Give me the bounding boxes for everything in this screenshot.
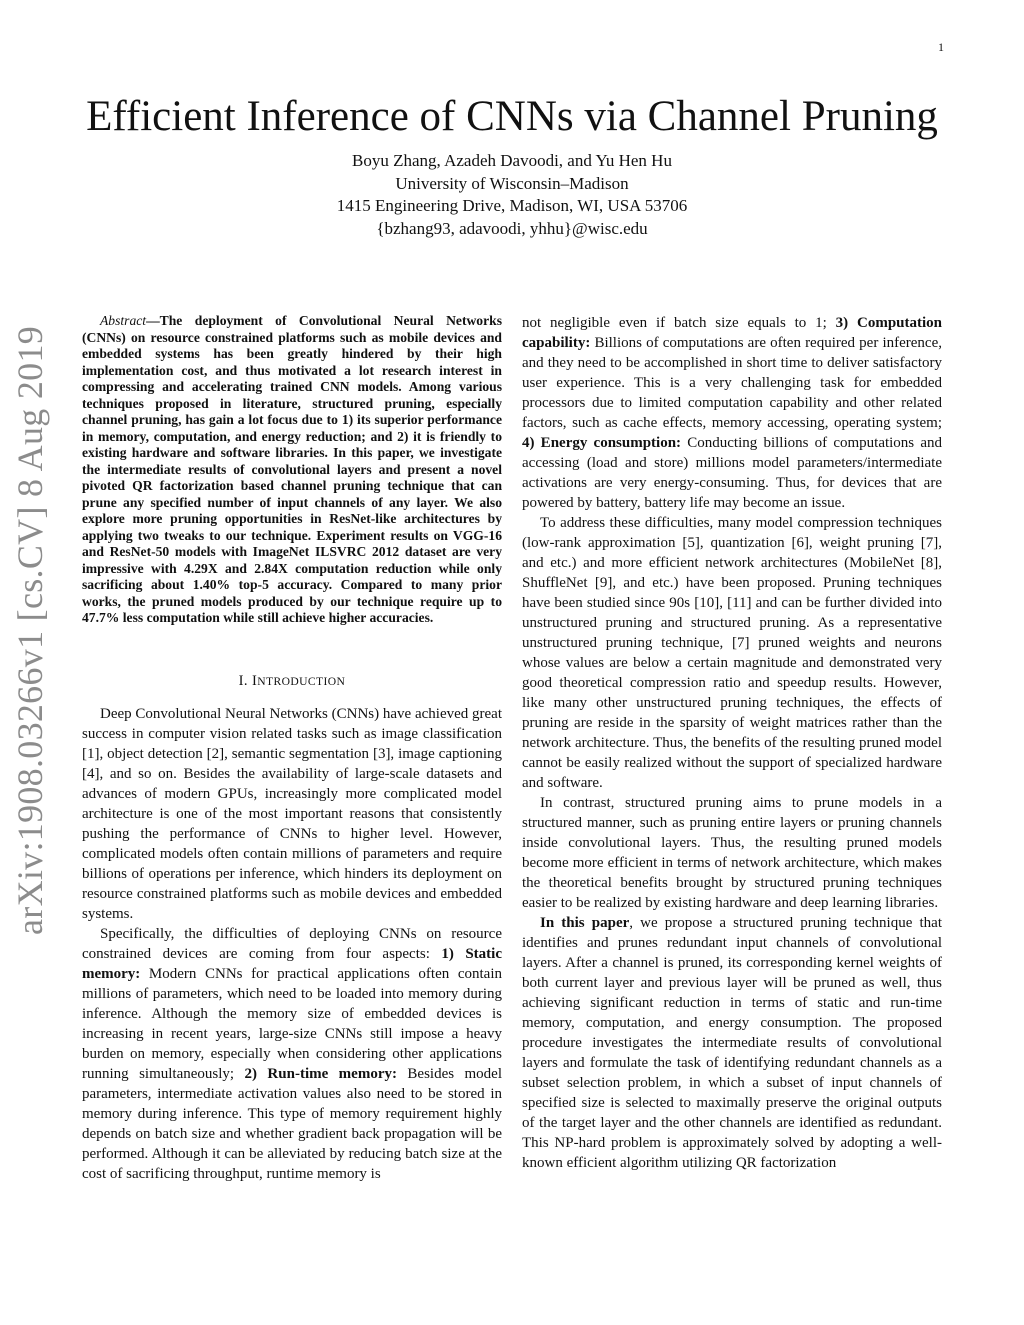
abstract-label: Abstract [100, 313, 147, 328]
intro-p2c-text-d: Conducting billions of computations and accessing (load and store) millions model parameters/intermediate activations are very energy-consuming. Thus, for devices that are powered by battery, battery life may become an issue. [522, 435, 942, 511]
abstract-dash: — [146, 313, 160, 328]
intro-p2-text-a: Specifically, the difficulties of deploying CNNs on resource constrained devices are coming from four aspects: [82, 925, 502, 962]
intro-p5-text: , we propose a structured pruning technique that identifies and prunes redundant input channels of convolutional layers. After a channel is pruned, its corresponding kernel weights of both current layer and previous layer will be pruned as well, thus achieving significant reduction in terms of static and run-time memory, computation, and energy consumption. The proposed procedure investigates the intermediate results of convolutional layers and formulate the task of identifying redundant channels as a subset selection problem, in which a subset of input channels of specified size is selected to maximally preserve the original outputs of the target layer and the other channels are identified as redundant. This NP-hard problem is approximately solved by adopting a well-known efficient algorithm utilizing QR factorization [522, 915, 942, 1171]
intro-p2-text-c: Modern CNNs for practical applications often contain millions of parameters, which need to be loaded into memory during inference. Although the memory size of embedded devices is increasing in recent years, large-size CNNs still impose a heavy burden on memory, especially when considering other applications running simultaneously; [82, 965, 502, 1082]
author-names: Boyu Zhang, Azadeh Davoodi, and Yu Hen Hu [352, 151, 672, 170]
intro-paragraph-2-continued [522, 313, 942, 513]
intro-p2c-computation: 3) Computation capability: [522, 315, 943, 351]
intro-p2-text-d: Besides model parameters, intermediate activation values also need to be stored in memory during inference. This type of memory requirement highly depends on batch size and whether gradient back propagation will be performed. Although it can be alleviated by reducing batch size at the cost of sacrificing throughput, runtime memory is [82, 1065, 503, 1182]
section-title-rest: NTRODUCTION [257, 674, 346, 688]
author-address: 1415 Engineering Drive, Madison, WI, USA 53706 [336, 196, 688, 215]
intro-p2c-text-c: Billions of computations are often required per inference, and they need to be accomplished in short time to deliver satisfactory user experience. This is a very challenging task for embedded processors due to limited computation capability and other related factors, such as cache effects, memory accessing, operating system; [522, 335, 942, 431]
intro-p2-runtime-memory: 2) Run-time memory: [244, 1065, 397, 1082]
author-email: {bzhang93, adavoodi, yhhu}@wisc.edu [376, 218, 648, 238]
section-number: I. [238, 672, 252, 689]
intro-paragraph-5 [522, 913, 942, 1173]
left-column [82, 313, 502, 1184]
paper-title: Efficient Inference of CNNs via Channel Pruning [86, 93, 938, 140]
abstract [82, 313, 502, 627]
intro-p2-static-memory: 1) Static memory: [82, 945, 503, 982]
author-block [100, 150, 924, 240]
author-affiliation: University of Wisconsin–Madison [395, 173, 629, 193]
intro-paragraph-4: In contrast, structured pruning aims to prune models in a structured manner, such as pruning entire layers or pruning channels inside convolutional layers. Thus, the resulting pruned models become more efficient in terms of network architecture, which makes the theoretical benefits brought by structured pruning techniques easier to be realized by existing hardware and deep learning libraries. [522, 795, 942, 911]
section-heading-introduction [82, 673, 502, 690]
arxiv-identifier-stamp: arXiv:1908.03266v1 [cs.CV] 8 Aug 2019 [10, 325, 50, 935]
intro-paragraph-1: Deep Convolutional Neural Networks (CNNs) have achieved great success in computer vision related tasks such as image classification [1], object detection [2], semantic segmentation [3], image captioning [4], and so on. Besides the availability of large-scale datasets and advances of modern GPUs, increasingly more complicated model architecture is one of the most important reasons that consistently pushing the performance of CNNs to higher level. However, complicated models often contain millions of parameters and require billions of operations per inference, which hinders its deployment on resource constrained platforms such as mobile devices and embedded systems. [82, 705, 502, 922]
right-column [522, 313, 942, 1173]
in-this-paper-emphasis: In this paper [540, 915, 630, 931]
intro-paragraph-3: To address these difficulties, many model compression techniques (low-rank approximation [5], quantization [6], weight pruning [7], and etc.) and more efficient network architectures (MobileNet [8], ShuffleNet [9], and etc.) have been proposed. Pruning techniques have been studied since 90s [10], [11] and can be further divided into unstructured pruning and structured pruning. As a representative unstructured pruning technique, [7] pruned weights and neurons whose values are below a certain magnitude and demonstrated very good theoretical compression ratio and speedup results. However, like many other unstructured pruning techniques, the effects of pruning are reside in the sparsity of weight matrices rather than the network architecture. Thus, the benefits of the resulting pruned model cannot be easily realized without the support of specialized hardware and software. [522, 515, 942, 791]
intro-p2c-text-a: not negligible even if batch size equals to 1; [522, 315, 836, 331]
section-title-initial: I [251, 672, 258, 689]
page-number: 1 [938, 40, 944, 54]
intro-paragraph-2 [82, 924, 502, 1184]
intro-p2c-energy: 4) Energy consumption: [522, 435, 682, 451]
abstract-text: The deployment of Convolutional Neural Networks (CNNs) on resource constrained platforms such as mobile devices and embedded systems has been greatly hindered by their high implementation cost, and thus motivated a lot research interest in compressing and accelerating trained CNN models. Among various techniques proposed in literature, structured pruning, especially channel pruning, has gain a lot focus due to 1) its superior performance in memory, computation, and energy reduction; and 2) it is friendly to existing hardware and software libraries. In this paper, we investigate the intermediate results of convolutional layers and present a novel pivoted QR factorization based channel pruning technique that can prune any specified number of input channels of any layer. We also explore more pruning opportunities in ResNet-like architectures by applying two tweaks to our technique. Experiment results on VGG-16 and ResNet-50 models with ImageNet ILSVRC 2012 dataset are very impressive with 4.29X and 2.84X computation reduction while only sacrificing about 1.40% top-5 accuracy. Compared to many prior works, the pruned models produced by our technique require up to 47.7% less computation while still achieve higher accuracies. [82, 313, 502, 625]
